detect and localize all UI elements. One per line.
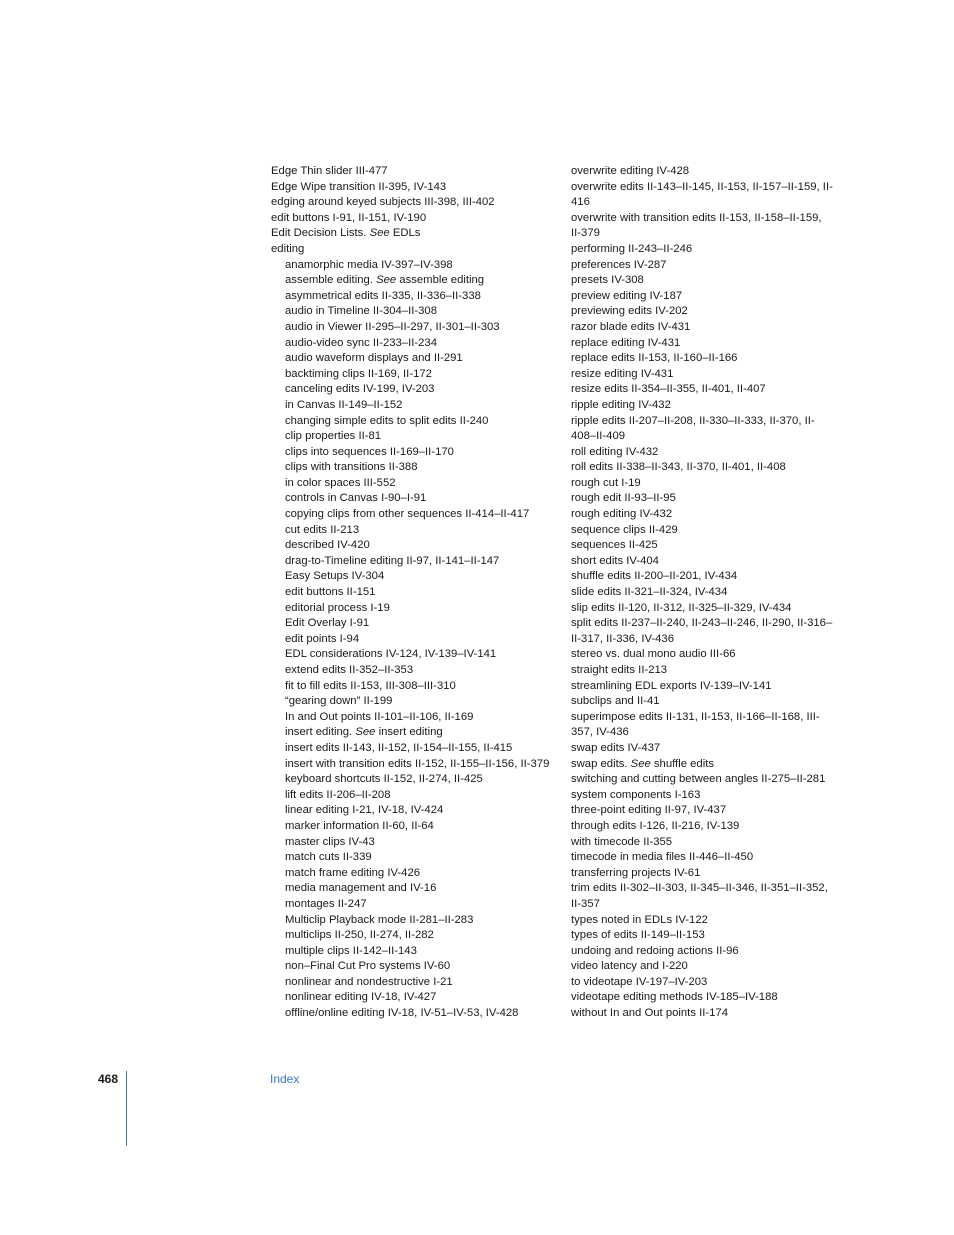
index-entry <box>271 959 556 975</box>
index-entry-text: edit buttons II-151 <box>285 586 376 599</box>
index-entry <box>271 414 556 430</box>
index-entry <box>271 679 556 695</box>
index-entry-text: assemble editing. <box>285 274 377 287</box>
index-entry <box>571 164 833 180</box>
index-entry <box>571 881 833 912</box>
index-entry <box>271 226 556 242</box>
index-entry-text: with timecode II-355 <box>571 835 673 848</box>
index-entry <box>571 647 833 663</box>
index-entry <box>571 273 833 289</box>
index-entry-text: overwrite with transition edits II-153, II-158–II-159, II-379 <box>571 211 822 240</box>
index-entry <box>271 538 556 554</box>
index-entry-text: clips into sequences II-169–II-170 <box>285 445 454 458</box>
index-entry-text: montages II-247 <box>285 897 367 910</box>
index-entry <box>271 507 556 523</box>
index-entry-text: short edits IV-404 <box>571 554 659 567</box>
index-entry-text: system components I-163 <box>571 788 701 801</box>
index-entry <box>271 164 556 180</box>
index-entry <box>271 336 556 352</box>
index-entry <box>271 273 556 289</box>
index-entry-text: preview editing IV-187 <box>571 289 683 302</box>
index-entry <box>571 569 833 585</box>
index-entry <box>271 990 556 1006</box>
index-entry-text: Edge Wipe transition II-395, IV-143 <box>271 180 447 193</box>
index-entry <box>271 819 556 835</box>
index-entry <box>271 897 556 913</box>
index-entry <box>271 1006 556 1022</box>
index-entry-text: in color spaces III-552 <box>285 476 396 489</box>
index-entry-text: sequence clips II-429 <box>571 523 678 536</box>
index-entry <box>271 320 556 336</box>
index-entry-text: clip properties II-81 <box>285 430 382 443</box>
index-entry-text: sequences II-425 <box>571 539 658 552</box>
index-entry <box>271 913 556 929</box>
see-reference: See <box>355 726 376 739</box>
index-entry-text: Edit Overlay I-91 <box>285 617 370 630</box>
index-entry-text: razor blade edits IV-431 <box>571 320 691 333</box>
index-entry <box>571 819 833 835</box>
index-entry-text: without In and Out points II-174 <box>571 1007 728 1020</box>
index-entry <box>571 382 833 398</box>
index-entry <box>271 647 556 663</box>
index-entry <box>271 445 556 461</box>
index-entry-text: master clips IV-43 <box>285 835 375 848</box>
index-entry <box>271 195 556 211</box>
index-entry <box>571 289 833 305</box>
index-entry-text: match frame editing IV-426 <box>285 866 421 879</box>
index-entry <box>571 523 833 539</box>
index-entry-text: controls in Canvas I-90–I-91 <box>285 492 427 505</box>
index-entry <box>571 320 833 336</box>
index-entry <box>271 866 556 882</box>
index-entry <box>571 928 833 944</box>
index-entry-text: media management and IV-16 <box>285 882 437 895</box>
see-reference: See <box>376 274 397 287</box>
index-entry-text: resize edits II-354–II-355, II-401, II-407 <box>571 383 766 396</box>
index-entry <box>571 741 833 757</box>
index-entry-text: audio waveform displays and II-291 <box>285 352 463 365</box>
index-entry <box>571 336 833 352</box>
index-entry-text: copying clips from other sequences II-414–II-417 <box>285 508 530 521</box>
index-entry-text: ripple editing IV-432 <box>571 398 671 411</box>
index-entry <box>271 242 556 258</box>
index-entry-text: insert editing. <box>285 726 356 739</box>
index-entry-text: straight edits II-213 <box>571 664 668 676</box>
index-entry-text: multiclips II-250, II-274, II-282 <box>285 929 434 942</box>
see-target: assemble editing <box>396 274 485 287</box>
index-entry <box>271 382 556 398</box>
index-entry <box>271 881 556 897</box>
see-target: shuffle edits <box>650 757 714 770</box>
index-entry <box>571 694 833 710</box>
index-entry <box>571 351 833 367</box>
index-entry-text: Edit Decision Lists. <box>271 227 370 240</box>
index-entry <box>571 959 833 975</box>
index-entry <box>571 554 833 570</box>
index-entry <box>271 850 556 866</box>
index-entry <box>271 569 556 585</box>
index-entry-text: types of edits II-149–II-153 <box>571 929 705 942</box>
index-entry <box>571 850 833 866</box>
index-entry-text: Edge Thin slider III-477 <box>271 165 388 177</box>
index-entry <box>271 367 556 383</box>
index-entry <box>271 554 556 570</box>
index-entry <box>571 616 833 647</box>
index-entry-text: keyboard shortcuts II-152, II-274, II-425 <box>285 773 483 786</box>
index-entry-text: subclips and II-41 <box>571 695 660 708</box>
index-entry-text: preferences IV-287 <box>571 258 667 271</box>
index-entry <box>571 601 833 617</box>
index-entry-text: match cuts II-339 <box>285 851 372 864</box>
index-entry <box>571 507 833 523</box>
index-entry-text: types noted in EDLs IV-122 <box>571 913 708 926</box>
index-entry-text: canceling edits IV-199, IV-203 <box>285 383 435 396</box>
index-entry-text: Easy Setups IV-304 <box>285 570 385 583</box>
index-entry <box>571 757 833 773</box>
see-target: insert editing <box>375 726 443 739</box>
index-entry-text: slide edits II-321–II-324, IV-434 <box>571 586 728 599</box>
index-entry-text: non–Final Cut Pro systems IV-60 <box>285 960 451 973</box>
index-entry <box>271 304 556 320</box>
index-entry <box>271 491 556 507</box>
index-entry <box>571 866 833 882</box>
index-entry-text: replace editing IV-431 <box>571 336 681 349</box>
index-entry <box>271 585 556 601</box>
index-entry-text: extend edits II-352–II-353 <box>285 664 414 676</box>
index-entry-text: undoing and redoing actions II-96 <box>571 944 739 957</box>
index-entry-text: edit buttons I-91, II-151, IV-190 <box>271 211 427 224</box>
index-entry <box>271 835 556 851</box>
index-entry <box>571 1006 833 1022</box>
index-entry-text: In and Out points II-101–II-106, II-169 <box>285 710 474 723</box>
index-entry <box>571 585 833 601</box>
index-entry-text: editing <box>271 242 305 255</box>
index-entry-text: ripple edits II-207–II-208, II-330–II-333, II-370, II-408–II-409 <box>571 414 815 443</box>
index-entry-text: trim edits II-302–II-303, II-345–II-346, II-351–II-352, II-357 <box>571 882 828 910</box>
index-entry <box>571 803 833 819</box>
index-entry <box>571 975 833 991</box>
index-entry-text: to videotape IV-197–IV-203 <box>571 975 708 988</box>
index-entry <box>271 429 556 445</box>
index-entry-text: drag-to-Timeline editing II-97, II-141–II-147 <box>285 554 500 567</box>
index-entry-text: multiple clips II-142–II-143 <box>285 944 417 957</box>
index-entry <box>571 710 833 741</box>
index-entry-text: in Canvas II-149–II-152 <box>285 398 403 411</box>
index-entry-text: presets IV-308 <box>571 274 644 287</box>
index-column-left <box>271 164 556 1022</box>
index-entry <box>571 772 833 788</box>
index-entry <box>571 304 833 320</box>
index-entry-text: nonlinear editing IV-18, IV-427 <box>285 991 437 1004</box>
see-reference: See <box>630 757 651 770</box>
index-entry <box>571 913 833 929</box>
index-entry <box>571 835 833 851</box>
index-entry-text: anamorphic media IV-397–IV-398 <box>285 258 453 271</box>
index-entry <box>571 180 833 211</box>
index-column-right <box>571 164 833 1022</box>
index-entry <box>571 476 833 492</box>
index-entry <box>271 476 556 492</box>
index-entry <box>271 788 556 804</box>
index-entry <box>271 258 556 274</box>
section-label: Index <box>270 1072 300 1086</box>
index-entry-text: timecode in media files II-446–II-450 <box>571 851 754 864</box>
index-entry <box>271 725 556 741</box>
index-entry-text: slip edits II-120, II-312, II-325–II-329, IV-434 <box>571 601 792 614</box>
index-entry-text: performing II-243–II-246 <box>571 242 693 255</box>
index-entry-text: nonlinear and nondestructive I-21 <box>285 975 453 988</box>
index-entry-text: through edits I-126, II-216, IV-139 <box>571 819 740 832</box>
index-entry-text: rough editing IV-432 <box>571 508 673 521</box>
index-entry <box>271 663 556 679</box>
index-entry <box>271 944 556 960</box>
index-entry-text: video latency and I-220 <box>571 960 688 973</box>
index-entry-text: rough edit II-93–II-95 <box>571 492 676 505</box>
index-entry-text: marker information II-60, II-64 <box>285 819 434 832</box>
index-entry <box>571 211 833 242</box>
index-entry <box>571 788 833 804</box>
index-entry <box>271 741 556 757</box>
index-entry <box>571 663 833 679</box>
index-entry <box>571 990 833 1006</box>
index-entry-text: replace edits II-153, II-160–II-166 <box>571 352 738 365</box>
index-entry-text: edit points I-94 <box>285 632 360 645</box>
index-entry <box>571 398 833 414</box>
index-entry-text: swap edits IV-437 <box>571 741 661 754</box>
index-entry <box>271 975 556 991</box>
index-entry-text: clips with transitions II-388 <box>285 461 418 474</box>
footer-divider <box>126 1071 127 1146</box>
index-entry-text: transferring projects IV-61 <box>571 866 701 879</box>
index-entry-text: audio in Viewer II-295–II-297, II-301–II-303 <box>285 320 500 333</box>
index-entry <box>271 351 556 367</box>
index-entry <box>271 757 556 773</box>
index-entry-text: overwrite editing IV-428 <box>571 165 690 177</box>
index-entry <box>571 944 833 960</box>
index-entry <box>271 180 556 196</box>
index-entry-text: insert with transition edits II-152, II-155–II-156, II-379 <box>285 757 550 770</box>
index-entry-text: previewing edits IV-202 <box>571 305 688 318</box>
index-entry <box>571 460 833 476</box>
index-entry <box>571 242 833 258</box>
index-entry-text: asymmetrical edits II-335, II-336–II-338 <box>285 289 481 302</box>
index-entry-text: stereo vs. dual mono audio III-66 <box>571 648 736 661</box>
index-entry <box>571 491 833 507</box>
index-entry-text: editorial process I-19 <box>285 601 390 614</box>
index-entry <box>571 538 833 554</box>
see-reference: See <box>369 227 390 240</box>
index-entry-text: insert edits II-143, II-152, II-154–II-155, II-415 <box>285 741 513 754</box>
index-entry-text: overwrite edits II-143–II-145, II-153, II-157–II-159, II-416 <box>571 180 833 209</box>
index-entry-text: “gearing down” II-199 <box>285 695 393 708</box>
index-entry <box>271 632 556 648</box>
index-entry-text: cut edits II-213 <box>285 523 360 536</box>
index-entry <box>271 211 556 227</box>
index-entry-text: linear editing I-21, IV-18, IV-424 <box>285 804 444 817</box>
index-entry-text: audio-video sync II-233–II-234 <box>285 336 437 349</box>
index-entry <box>271 772 556 788</box>
page-number: 468 <box>98 1072 119 1086</box>
index-entry-text: switching and cutting between angles II-275–II-281 <box>571 773 826 786</box>
index-entry-text: fit to fill edits II-153, III-308–III-310 <box>285 679 456 692</box>
index-entry-text: superimpose edits II-131, II-153, II-166–II-168, III-357, IV-436 <box>571 710 820 739</box>
index-entry-text: streamlining EDL exports IV-139–IV-141 <box>571 679 772 692</box>
index-entry <box>571 679 833 695</box>
index-entry <box>271 616 556 632</box>
index-entry-text: described IV-420 <box>285 539 370 552</box>
index-entry <box>271 398 556 414</box>
index-entry-text: resize editing IV-431 <box>571 367 674 380</box>
index-entry <box>271 289 556 305</box>
index-entry-text: Multiclip Playback mode II-281–II-283 <box>285 913 474 926</box>
index-entry-text: lift edits II-206–II-208 <box>285 788 391 801</box>
index-entry <box>271 710 556 726</box>
index-entry-text: videotape editing methods IV-185–IV-188 <box>571 991 778 1004</box>
index-entry-text: changing simple edits to split edits II-240 <box>285 414 489 427</box>
index-entry-text: roll editing IV-432 <box>571 445 659 458</box>
index-entry-text: rough cut I-19 <box>571 476 641 489</box>
index-entry-text: roll edits II-338–II-343, II-370, II-401, II-408 <box>571 461 786 474</box>
index-entry <box>571 258 833 274</box>
index-entry-text: three-point editing II-97, IV-437 <box>571 804 727 817</box>
index-entry <box>271 460 556 476</box>
index-entry <box>571 367 833 383</box>
index-entry <box>271 803 556 819</box>
index-entry-text: edging around keyed subjects III-398, III-402 <box>271 196 495 209</box>
index-entry <box>271 523 556 539</box>
index-entry-text: audio in Timeline II-304–II-308 <box>285 305 437 318</box>
index-entry-text: backtiming clips II-169, II-172 <box>285 367 432 380</box>
index-entry-text: EDL considerations IV-124, IV-139–IV-141 <box>285 648 497 661</box>
index-entry-text: split edits II-237–II-240, II-243–II-246, II-290, II-316–II-317, II-336, IV-436 <box>571 617 833 645</box>
index-entry <box>271 928 556 944</box>
index-entry-text: swap edits. <box>571 757 631 770</box>
index-entry <box>271 601 556 617</box>
index-entry-text: shuffle edits II-200–II-201, IV-434 <box>571 570 738 583</box>
see-target: EDLs <box>389 227 421 240</box>
index-entry-text: offline/online editing IV-18, IV-51–IV-53, IV-428 <box>285 1007 519 1020</box>
index-entry <box>571 445 833 461</box>
index-entry <box>271 694 556 710</box>
index-entry <box>571 414 833 445</box>
